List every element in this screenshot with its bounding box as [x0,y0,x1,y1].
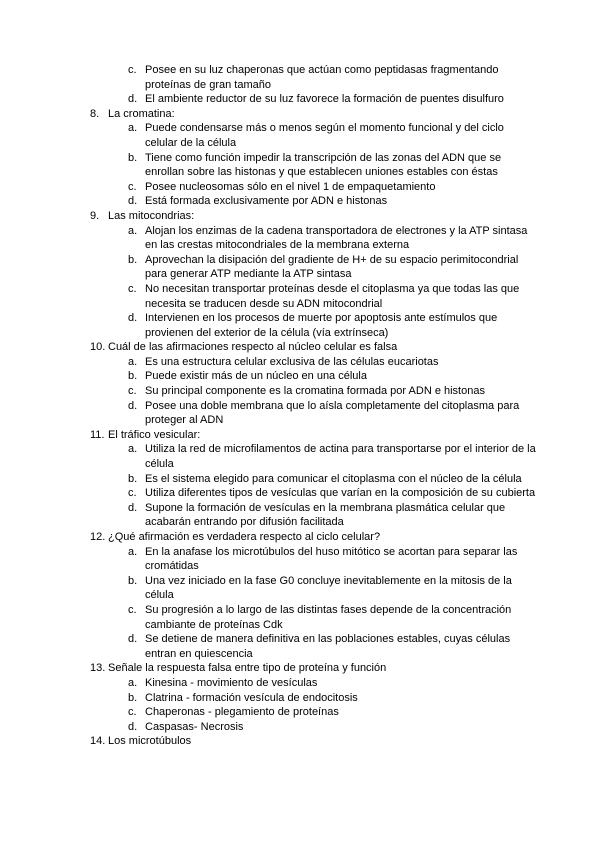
question-number: 13. [90,662,106,675]
option-item [0,121,600,150]
option-item [0,603,600,632]
option-letter: d. [128,720,138,733]
option-item [0,676,600,691]
options-list [0,121,600,209]
question-heading [0,734,600,749]
option-letter: a. [128,676,138,689]
option-item [0,224,600,253]
question-block [0,734,600,749]
option-item [0,92,600,107]
question-number: 8. [90,107,100,120]
option-item [0,253,600,282]
question-block [0,661,600,734]
options-list [0,224,600,341]
option-letter: c. [128,282,137,295]
question-number: 11. [90,428,105,441]
option-item [0,472,600,487]
question-block [0,209,600,340]
option-text: Su progresión a lo largo de las distintas fases depende de la concentración cambiante de proteínas Cdk [145,603,512,631]
question-text: El tráfico vesicular: [108,428,201,441]
question-number: 9. [90,209,100,222]
option-letter: d. [128,93,138,106]
option-text: Puede existir más de un núcleo en una célula [145,370,367,383]
option-letter: a. [128,545,138,558]
option-text: Alojan los enzimas de la cadena transportadora de electrones y la ATP sintasa en las crestas mitocondriales de la membrana externa [145,224,528,252]
option-letter: d. [128,633,138,646]
question-heading [0,107,600,122]
option-text: Puede condensarse más o menos según el momento funcional y del ciclo celular de la célula [145,122,504,149]
question-block [0,428,600,530]
options-list [0,442,600,530]
option-text: En la anafase los microtúbulos del huso mitótico se acortan para separar las cromátidas [145,545,518,573]
question-heading [0,209,600,224]
option-text: Su principal componente es la cromatina formada por ADN e histonas [145,385,485,398]
option-text: Posee en su luz chaperonas que actúan como peptidasas fragmentando proteínas de gran tamaño [145,64,499,91]
option-item [0,574,600,603]
option-letter: c. [128,603,137,616]
option-text: El ambiente reductor de su luz favorece la formación de puentes disulfuro [145,93,504,106]
option-letter: b. [128,253,138,266]
option-item [0,151,600,180]
question-number: 12. [90,531,106,543]
option-text: Posee nucleosomas sólo en el nivel 1 de empaquetamiento [145,180,436,193]
option-letter: d. [128,399,138,412]
option-item [0,311,600,340]
option-item [0,282,600,311]
option-text: Aprovechan la disipación del gradiente de H+ de su espacio perimitocondrial para generar ATP mediante la ATP sintasa [145,253,519,281]
option-letter: c. [128,385,137,398]
option-letter: d. [128,501,138,514]
question-number: 10. [90,341,106,354]
question-text: La cromatina: [108,107,175,120]
option-item [0,180,600,195]
option-text: Kinesina - movimiento de vesículas [145,676,318,689]
option-item [0,486,600,501]
options-list [0,545,600,662]
question-text: ¿Qué afirmación es verdadera respecto al ciclo celular? [108,531,381,543]
question-text: Señale la respuesta falsa entre tipo de proteína y función [108,662,387,675]
option-text: Supone la formación de vesículas en la membrana plasmática celular que acabarán entrando por difusión facilitada [145,501,506,529]
question-text: Los microtúbulos [108,735,192,748]
option-text: Una vez iniciado en la fase G0 concluye inevitablemente en la mitosis de la célula [145,574,512,602]
option-text: Se detiene de manera definitiva en las poblaciones estables, cuyas células entran en quiescencia [145,633,511,660]
option-letter: a. [128,355,138,368]
option-item [0,442,600,471]
option-item [0,194,600,209]
continued-options [0,63,600,107]
option-letter: b. [128,574,138,587]
option-letter: d. [128,312,138,325]
options-list [0,676,600,734]
question-text: Las mitocondrias: [108,209,195,222]
question-heading [0,428,600,443]
option-item [0,63,600,92]
option-item [0,355,600,370]
option-text: Utiliza la red de microfilamentos de actina para transportarse por el interior de la célula [145,443,536,471]
option-letter: c. [128,180,137,193]
option-letter: a. [128,122,138,135]
option-text: No necesitan transportar proteínas desde el citoplasma ya que todas las que necesita se traducen desde su ADN mitocondrial [145,282,520,310]
option-letter: b. [128,151,138,164]
option-letter: a. [128,224,138,237]
option-letter: c. [128,706,137,719]
option-letter: c. [128,64,137,76]
option-text: Es el sistema elegido para comunicar el citoplasma con el núcleo de la célula [145,472,522,485]
option-letter: b. [128,472,138,485]
option-text: Chaperonas - plegamiento de proteínas [145,706,339,719]
question-heading [0,661,600,676]
option-letter: c. [128,487,137,500]
option-item [0,720,600,735]
document-page [0,63,600,749]
option-item [0,691,600,706]
question-number: 14. [90,735,106,748]
option-text: Intervienen en los procesos de muerte por apoptosis ante estímulos que provienen del exterior de la célula (vía extrínseca) [145,312,498,339]
option-item [0,501,600,530]
option-letter: b. [128,691,138,704]
option-item [0,705,600,720]
option-text: Tiene como función impedir la transcripción de las zonas del ADN que se enrollan sobre las histonas y que establecen uniones estables con éstas [145,151,502,179]
option-text: Es una estructura celular exclusiva de las células eucariotas [145,355,439,368]
question-heading [0,530,600,545]
option-item [0,399,600,428]
option-item [0,632,600,661]
question-block [0,530,600,661]
option-item [0,545,600,574]
options-list [0,355,600,428]
option-text: Clatrina - formación vesícula de endocitosis [145,691,358,704]
option-text: Caspasas- Necrosis [145,720,244,733]
option-text: Posee una doble membrana que lo aísla completamente del citoplasma para proteger al ADN [145,399,520,427]
option-item [0,384,600,399]
option-letter: d. [128,195,138,208]
option-text: Está formada exclusivamente por ADN e histonas [145,195,388,208]
option-text: Utiliza diferentes tipos de vesículas que varían en la composición de su cubierta [145,487,536,500]
option-letter: a. [128,443,138,456]
option-item [0,369,600,384]
option-letter: b. [128,370,138,383]
question-block [0,107,600,209]
question-text: Cuál de las afirmaciones respecto al núcleo celular es falsa [108,341,398,354]
question-heading [0,340,600,355]
question-block [0,340,600,428]
